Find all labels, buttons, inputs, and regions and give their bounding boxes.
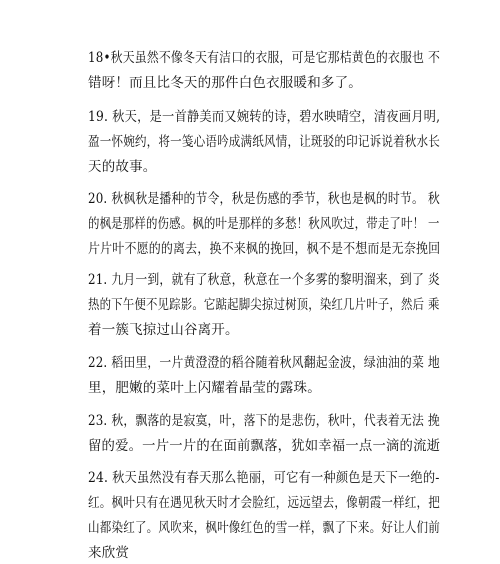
paragraph-20 — [88, 187, 440, 262]
text-line: 21. 九月一到，就有了秋意，秋意在一个多雾的黎明溜来，到了 炎 — [88, 272, 440, 288]
text-line: 盈一怀婉约，将一笺心语吟成满纸风情，让斑驳的印记诉说着秋水长 — [88, 134, 440, 150]
paragraph-22 — [88, 351, 440, 401]
paragraph-21 — [88, 268, 440, 343]
text-line: 片片叶不愿的的离去，换不来枫的挽回，枫不是不想而是无奈挽回 — [88, 241, 441, 257]
text-line: 天的故事。 — [88, 159, 157, 175]
text-line: 留的爱。一片一片的在面前飘落，犹如幸福一点一滴的流逝 — [88, 438, 441, 454]
text-line: 里，肥嫩的菜叶上闪耀着晶莹的露珠。 — [88, 380, 321, 396]
text-line: 23. 秋，飘落的是寂寞，叶，落下的是悲伤，秋叶，代表着无法 挽 — [88, 413, 440, 429]
paragraph-24 — [88, 466, 440, 564]
text-line: 的枫是那样的伤感。枫的叶是那样的多愁！秋风吹过，带走了叶！ 一 — [88, 216, 440, 232]
text-line: 山都染红了。风吹来，枫叶像红色的雪一样，飘了下来。好让人们前 — [88, 520, 440, 536]
text-line: 错呀！而且比冬天的那件白色衣服暖和多了。 — [88, 75, 362, 91]
paragraph-23 — [88, 409, 440, 459]
text-line: 19. 秋天，是一首静美而又婉转的诗，碧水映晴空，清夜画月明, — [88, 109, 441, 125]
text-line: 红。枫叶只有在遇见秋天时才会脸红，远远望去，像朝霞一样红，把 — [88, 495, 440, 511]
text-line: 20. 秋枫秋是播种的节令，秋是伤感的季节，秋也是枫的时节。 秋 — [88, 191, 440, 207]
text-line: 18•秋天虽然不像冬天有洁口的衣服，可是它那桔黄色的衣服也 不 — [88, 50, 441, 66]
text-line: 24. 秋天虽然没有春天那么艳丽，可它有一种颜色是天下一绝的- — [88, 470, 440, 486]
text-line: 热的下午便不见踪影。它踮起脚尖掠过树顶，染红几片叶子，然后 乘 — [88, 297, 440, 313]
paragraph-19 — [88, 105, 440, 180]
paragraph-18 — [88, 46, 440, 96]
text-line: 22. 稻田里，一片黄澄澄的稻谷随着秋风翻起金波，绿油油的菜 地 — [88, 355, 440, 371]
text-line: 着一簇飞掠过山谷离开。 — [88, 322, 239, 338]
text-line: 来欣赏 — [88, 545, 130, 561]
